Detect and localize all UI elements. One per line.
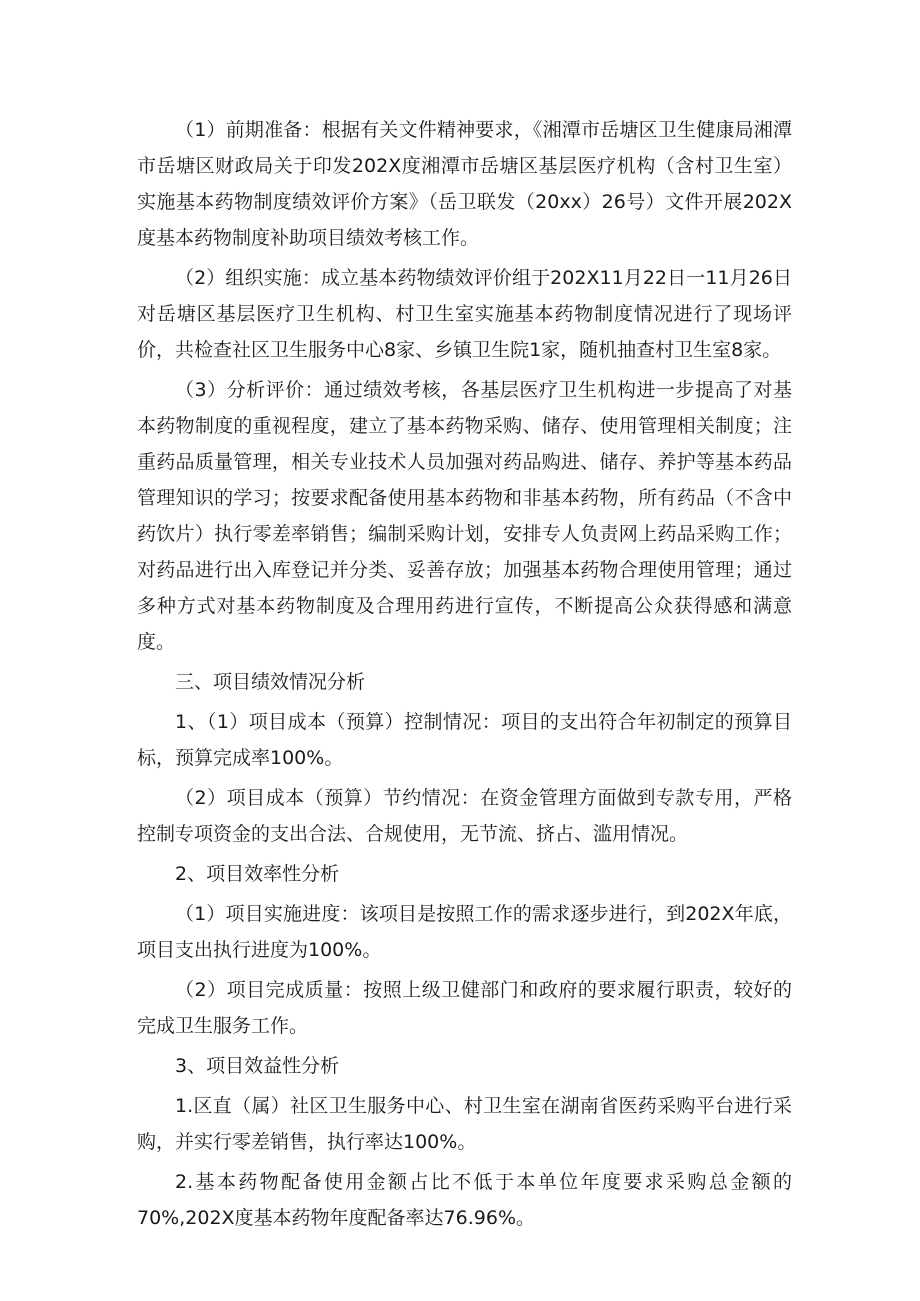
paragraph-analysis: （3）分析评价：通过绩效考核，各基层医疗卫生机构进一步提高了对基本药物制度的重视程度，建立了基本药物采购、储存、使用管理相关制度；注重药品质量管理，相关专业技术人员加强对药品购进、储存、养护等基本药品管理知识的学习；按要求配备使用基本药物和非基本药物，所有药品（不含中药饮片）执行零差率销售；编制采购计划，安排专人负责网上药品采购工作；对药品进行出入库登记并分类、妥善存放；加强基本药物合理使用管理；通过多种方式对基本药物制度及合理用药进行宣传，不断提高公众获得感和满意度。 — [137, 379, 792, 653]
section-heading-performance: 三、项目绩效情况分析 — [175, 671, 366, 693]
paragraph-preparation: （1）前期准备：根据有关文件精神要求，《湘潭市岳塘区卫生健康局湘潭市岳塘区财政局关于印发202X度湘潭市岳塘区基层医疗机构（含村卫生室）实施基本药物制度绩效评价方案》（岳卫联发（20xx）26号）文件开展202X度基本药物制度补助项目绩效考核工作。 — [137, 119, 792, 249]
subheading-benefit: 3、项目效益性分析 — [175, 1055, 340, 1077]
paragraph-benefit-1: 1.区直（属）社区卫生服务中心、村卫生室在湖南省医药采购平台进行采购，并实行零差销售，执行率达100%。 — [137, 1095, 792, 1153]
paragraph-cost-saving: （2）项目成本（预算）节约情况：在资金管理方面做到专款专用，严格控制专项资金的支出合法、合规使用，无节流、挤占、滥用情况。 — [137, 787, 792, 845]
paragraph-benefit-2: 2.基本药物配备使用金额占比不低于本单位年度要求采购总金额的70%,202X度基本药物年度配备率达76.96%。 — [137, 1171, 792, 1229]
paragraph-cost-control: 1、（1）项目成本（预算）控制情况：项目的支出符合年初制定的预算目标，预算完成率100%。 — [137, 711, 792, 769]
paragraph-implementation: （2）组织实施：成立基本药物绩效评价组于202X11月22日一11月26日对岳塘区基层医疗卫生机构、村卫生室实施基本药物制度情况进行了现场评价，共检查社区卫生服务中心8家、乡镇卫生院1家，随机抽查村卫生室8家。 — [137, 267, 792, 361]
paragraph-quality: （2）项目完成质量：按照上级卫健部门和政府的要求履行职责，较好的完成卫生服务工作。 — [137, 979, 792, 1037]
document-body — [137, 112, 792, 1236]
subheading-efficiency: 2、项目效率性分析 — [175, 863, 340, 885]
paragraph-progress: （1）项目实施进度：该项目是按照工作的需求逐步进行，到202X年底，项目支出执行进度为100%。 — [137, 903, 792, 961]
